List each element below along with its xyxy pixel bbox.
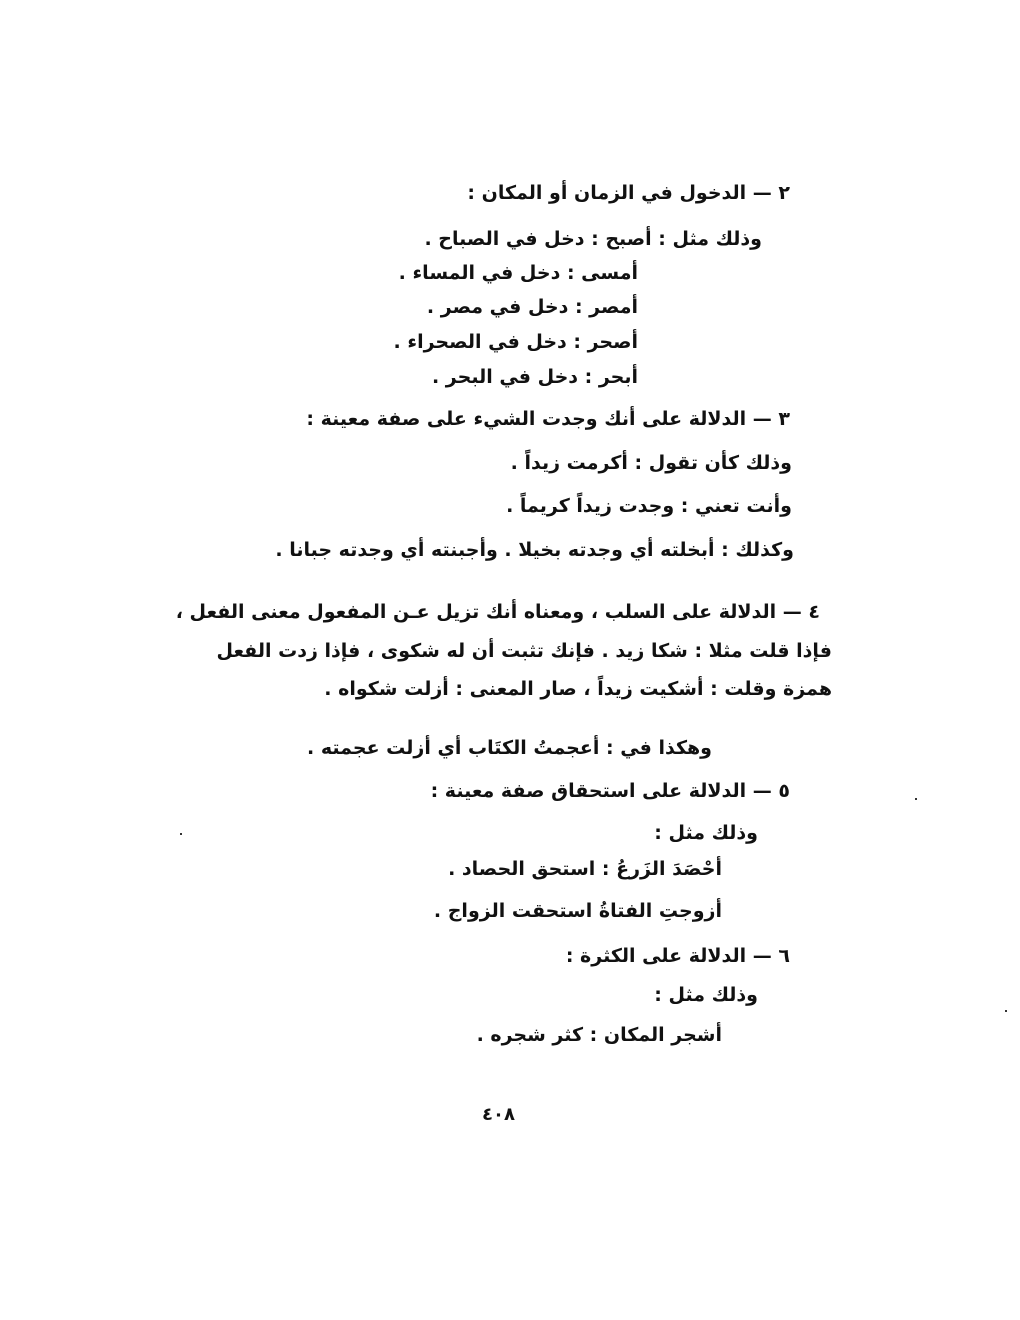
heading-6: ٦ — الدلالة على الكثرة : — [565, 945, 790, 967]
text-line: أمسى : دخل في المساء . — [398, 262, 638, 284]
page-number: ٤٠٨ — [482, 1104, 515, 1125]
heading-2: ٢ — الدخول في الزمان أو المكان : — [467, 182, 790, 204]
heading-3: ٣ — الدلالة على أنك وجدت الشيء على صفة معينة : — [306, 408, 790, 430]
text-line: فإذا قلت مثلا : شكا زيد . فإنك تثبت أن له شكوى ، فإذا زدت الفعل — [216, 640, 832, 662]
text-line: وذلك مثل : — [654, 984, 758, 1006]
scan-speck — [180, 833, 182, 835]
scan-speck — [915, 798, 917, 800]
text-line: أزوجتِ الفتاةُ استحقت الزواج . — [433, 900, 722, 922]
text-line: وذلك مثل : أصبح : دخل في الصباح . — [424, 228, 762, 250]
heading-5: ٥ — الدلالة على استحقاق صفة معينة : — [430, 780, 790, 802]
text-line: أشجر المكان : كثر شجره . — [476, 1024, 722, 1046]
text-line: همزة وقلت : أشكيت زيداً ، صار المعنى : أزلت شكواه . — [324, 678, 832, 700]
text-line: وأنت تعني : وجدت زيداً كريماً . — [506, 495, 792, 517]
text-line: أحْصَدَ الزَرعُ : استحق الحصاد . — [448, 858, 722, 880]
text-line: أصحر : دخل في الصحراء . — [393, 331, 638, 353]
text-line: أمصر : دخل في مصر . — [426, 296, 638, 318]
text-line: وكذلك : أبخلته أي وجدته بخيلا . وأجبنته أي وجدته جبانا . — [275, 539, 794, 561]
text-line: أبحر : دخل في البحر . — [431, 366, 638, 388]
text-line: وذلك مثل : — [654, 822, 758, 844]
text-line: وذلك كأن تقول : أكرمت زيداً . — [510, 452, 792, 474]
text-line: وهكذا في : أعجمتُ الكتَاب أي أزلت عجمته . — [307, 737, 712, 759]
scan-speck — [1005, 1010, 1007, 1012]
heading-4: ٤ — الدلالة على السلب ، ومعناه أنك تزيل عـن المفعول معنى الفعل ، — [175, 601, 820, 623]
